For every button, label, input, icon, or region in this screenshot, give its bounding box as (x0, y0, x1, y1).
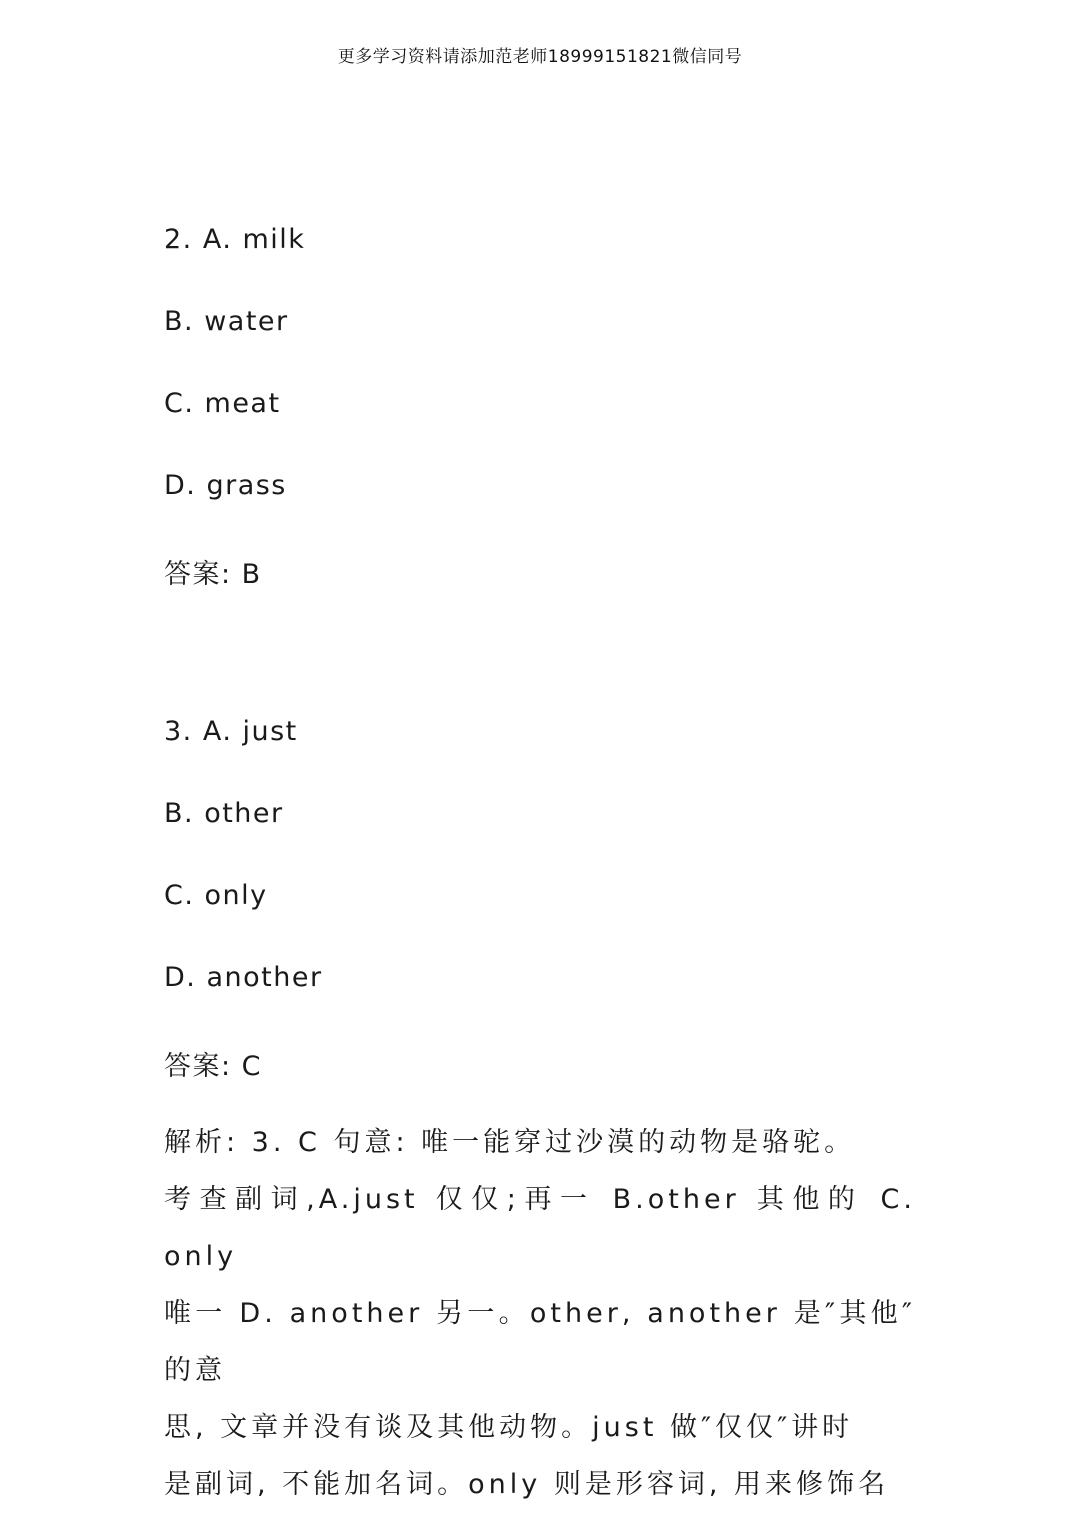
q3-option-d: D. another (164, 962, 323, 993)
q2-answer: 答案: B (164, 559, 262, 590)
page-header-note: 更多学习资料请添加范老师18999151821微信同号 (337, 47, 743, 67)
explanation-line: 考查副词,A.just 仅仅;再一 B.other 其他的 C. only (164, 1184, 916, 1272)
q2-option-a: 2. A. milk (164, 224, 306, 255)
q3-option-c: C. only (164, 880, 268, 911)
q3-answer: 答案: C (164, 1051, 263, 1082)
explanation-line: 思, 文章并没有谈及其他动物。just 做″仅仅″讲时 (164, 1412, 854, 1443)
q2-option-d: D. grass (164, 470, 287, 501)
q2-option-b: B. water (164, 306, 289, 337)
explanation-line: 唯一 D. another 另一。other, another 是″其他″的意 (164, 1298, 916, 1386)
explanation-line: 是副词, 不能加名词。only 则是形容词, 用来修饰名 (164, 1469, 890, 1500)
q2-option-c: C. meat (164, 388, 281, 419)
q3-option-b: B. other (164, 798, 284, 829)
explanation-line: 解析: 3. C 句意: 唯一能穿过沙漠的动物是骆驼。 (164, 1127, 856, 1158)
explanation-paragraph (164, 1114, 916, 1513)
q3-option-a: 3. A. just (164, 716, 298, 747)
